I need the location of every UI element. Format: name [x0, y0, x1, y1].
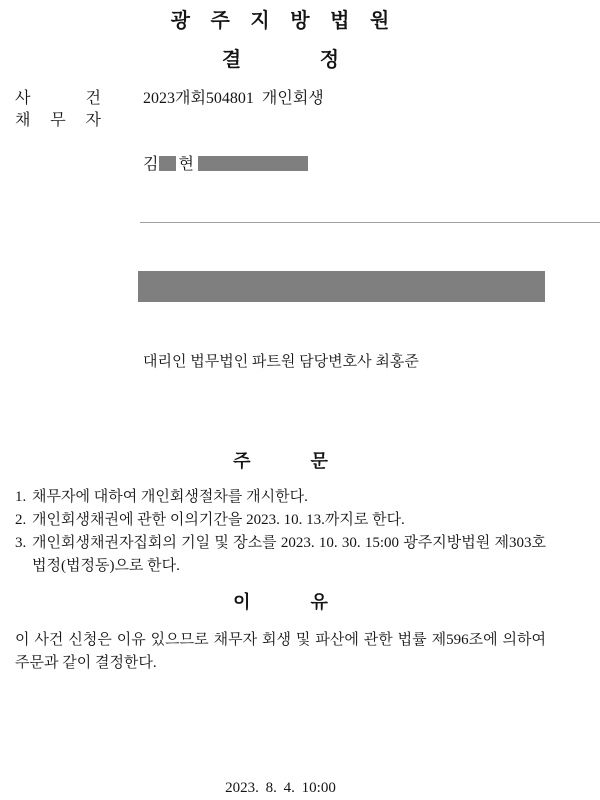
reason-heading: 이 유 — [233, 592, 328, 612]
case-number-value: 2023개회504801 개인회생 — [143, 90, 324, 107]
debtor-surname: 김 — [143, 156, 159, 173]
order-item-text: 채무자에 대하여 개인회생절차를 개시한다. — [32, 489, 308, 505]
order-item-3 — [15, 532, 546, 578]
redaction-box-medium — [198, 156, 308, 171]
redaction-box-small — [159, 156, 176, 171]
debtor-name — [143, 154, 600, 176]
order-item-number: 1. — [15, 489, 27, 505]
redaction-box-large — [138, 271, 545, 302]
case-info-table — [15, 88, 546, 417]
document-type-heading: 결 정 — [221, 49, 340, 71]
case-number-label: 사 건 — [15, 90, 101, 107]
order-list — [15, 486, 546, 578]
order-heading: 주 문 — [233, 451, 328, 471]
order-item-1 — [15, 486, 546, 509]
order-item-number: 3. — [15, 535, 27, 551]
reason-text: 이 사건 신청은 이유 있으므로 채무자 회생 및 파산에 관한 법률 제596조에 의하여 주문과 같이 결정한다. — [15, 632, 546, 671]
order-item-2 — [15, 509, 546, 532]
order-item-number: 2. — [15, 512, 27, 528]
decision-datetime: 2023. 8. 4. 10:00 — [225, 780, 336, 796]
order-item-text: 개인회생채권자집회의 기일 및 장소를 2023. 10. 30. 15:00 광주지방법원 제303호 법정(법정동)으로 한다. — [32, 535, 546, 574]
debtor-cell — [143, 110, 600, 417]
debtor-label: 채 무 자 — [15, 112, 101, 129]
court-name-heading: 광 주 지 방 법 원 — [170, 10, 391, 32]
document-content — [15, 8, 546, 800]
agent-line: 대리인 법무법인 파트원 담당변호사 최홍준 — [143, 354, 419, 370]
case-number-row — [15, 88, 546, 110]
debtor-given-part: 현 — [178, 156, 194, 173]
debtor-row — [15, 110, 546, 417]
redaction-underline — [140, 222, 600, 223]
order-item-text: 개인회생채권에 관한 이의기간을 2023. 10. 13.까지로 한다. — [32, 512, 405, 528]
